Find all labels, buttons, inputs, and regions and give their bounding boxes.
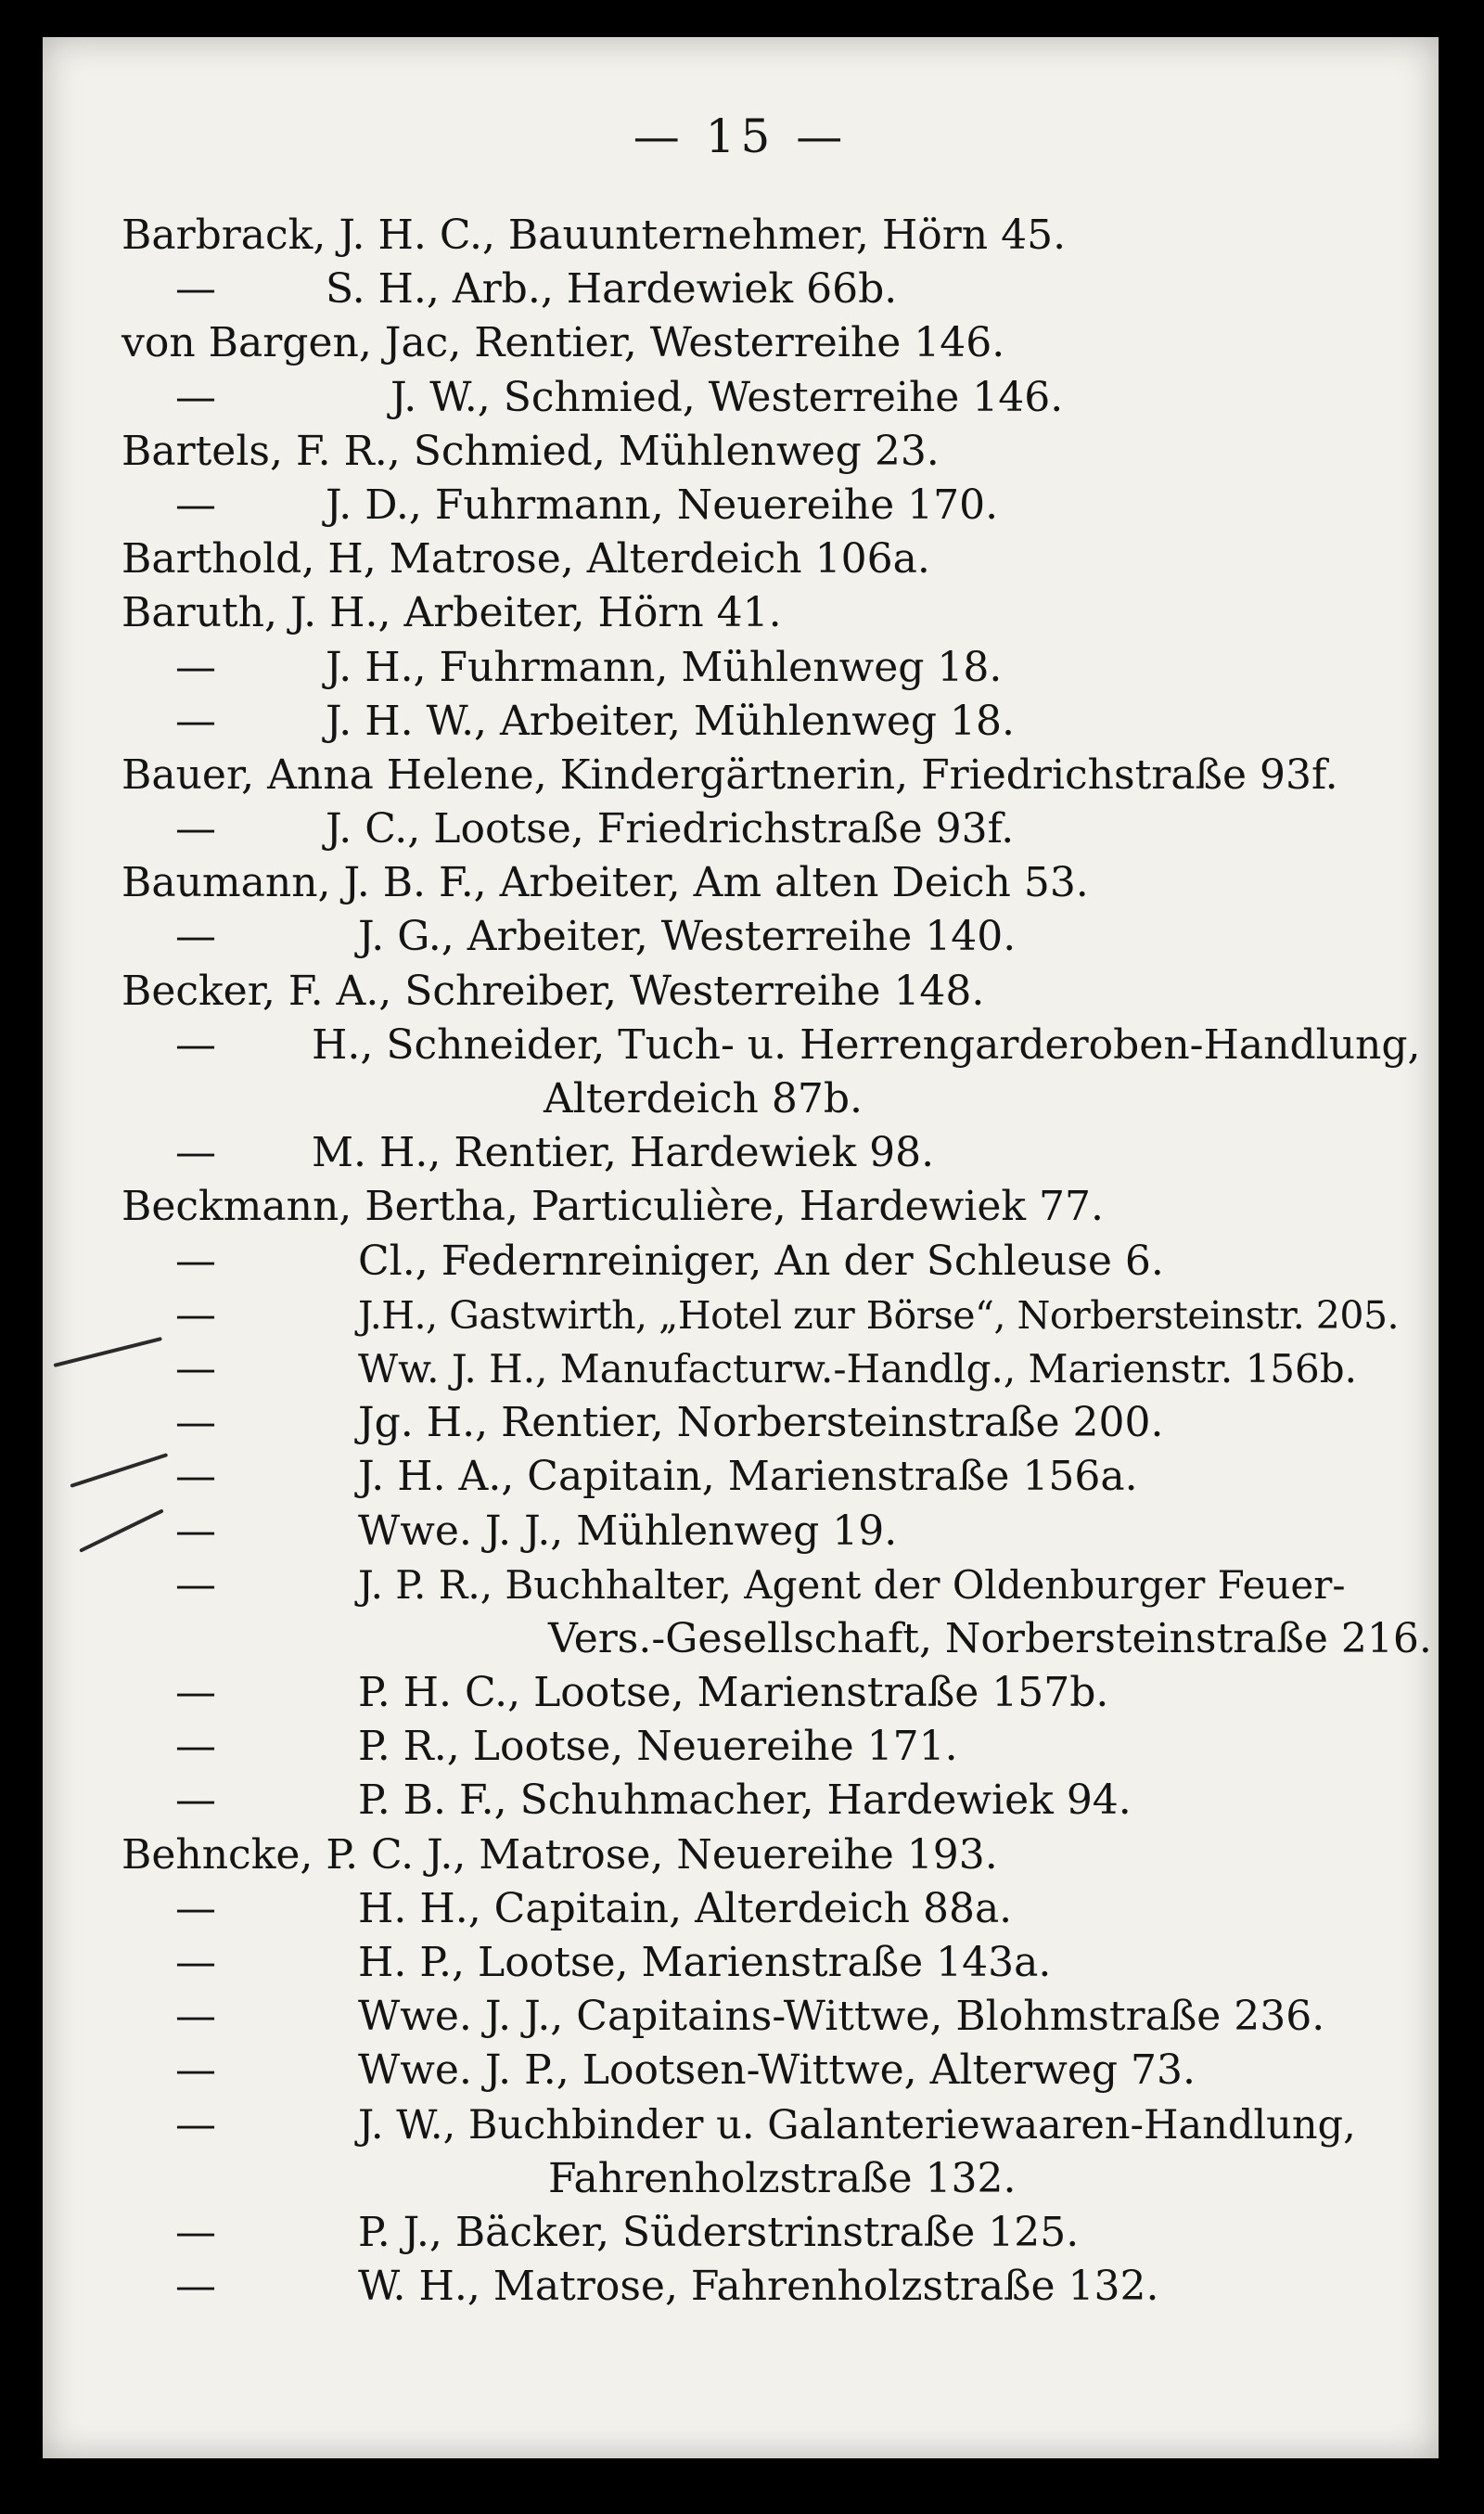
- list-item: [122, 209, 1401, 263]
- surname: Becker,: [122, 967, 275, 1015]
- ditto-dash: —: [175, 1993, 216, 2041]
- list-item: [122, 1505, 1401, 1558]
- ditto-dash: —: [175, 1399, 216, 1447]
- entry-text: J. B. F., Arbeiter, Am alten Deich 53.: [330, 859, 1089, 907]
- entry-text: J. H. A., Capitain, Marienstraße 156a.: [358, 1453, 1138, 1501]
- page-number: — 15 —: [633, 109, 849, 163]
- ditto-dash: —: [175, 1237, 216, 1285]
- list-item: [122, 1774, 1401, 1828]
- list-item: [122, 2044, 1401, 2097]
- list-item: [122, 1072, 1401, 1126]
- entry-text: Anna Helene, Kindergärtnerin, Friedrichstraße 93f.: [254, 750, 1338, 799]
- entry-text: F. R., Schmied, Mühlenweg 23.: [282, 427, 940, 475]
- ditto-dash: —: [175, 2263, 216, 2311]
- ditto-dash: —: [175, 1290, 216, 1339]
- address-list: [122, 209, 1432, 2314]
- entry-text: J. G., Arbeiter, Westerreihe 140.: [358, 913, 1017, 961]
- ditto-dash: —: [175, 373, 216, 421]
- ditto-dash: —: [175, 805, 216, 853]
- entry-text: P. R., Lootse, Neuereihe 171.: [358, 1723, 958, 1771]
- surname: Baruth,: [122, 589, 277, 637]
- entry-text: Jg. H., Rentier, Norbersteinstraße 200.: [358, 1399, 1164, 1447]
- list-item: [122, 1450, 1401, 1504]
- surname: Behncke,: [122, 1830, 313, 1879]
- surname: Barbrack,: [122, 212, 326, 259]
- list-item: [122, 1558, 1401, 1612]
- entry-text: M. H., Rentier, Hardewiek 98.: [312, 1129, 935, 1177]
- list-item: [122, 586, 1401, 640]
- ditto-dash: —: [175, 1939, 216, 1986]
- ditto-dash: —: [175, 1507, 216, 1555]
- entry-text: J.H., Gastwirth, „Hotel zur Börse“, Norbersteinstr. 205.: [358, 1292, 1400, 1338]
- entry-text: Wwe. J. P., Lootsen-Wittwe, Alterweg 73.: [358, 2046, 1196, 2095]
- ditto-dash: —: [175, 1453, 216, 1501]
- ditto-dash: —: [175, 265, 216, 314]
- entry-text: Jac, Rentier, Westerreihe 146.: [371, 319, 1005, 367]
- ditto-dash: —: [175, 1560, 216, 1609]
- entry-text: J. W., Buchbinder u. Galanteriewaaren-Handlung,: [358, 2101, 1356, 2148]
- entry-text: Bertha, Particulière, Hardewiek 77.: [352, 1183, 1105, 1231]
- list-item: [122, 1289, 1401, 1342]
- ditto-dash: —: [175, 1129, 216, 1177]
- list-item: [122, 1936, 1401, 1990]
- entry-text: F. A., Schreiber, Westerreihe 148.: [275, 967, 985, 1015]
- entry-text: P. H. C., Lootse, Marienstraße 157b.: [358, 1669, 1109, 1717]
- list-item: [122, 802, 1401, 856]
- entry-text: W. H., Matrose, Fahrenholzstraße 132.: [358, 2263, 1159, 2311]
- entry-text: P. J., Bäcker, Süderstrinstraße 125.: [358, 2208, 1080, 2256]
- entry-text: H., Schneider, Tuch- u. Herrengarderoben-Handlung,: [312, 1020, 1421, 1069]
- surname: Bartels,: [122, 427, 283, 475]
- surname: Baumann,: [122, 859, 331, 907]
- surname: von Bargen,: [122, 319, 372, 367]
- list-item: [122, 1990, 1401, 2044]
- list-item: [122, 2098, 1401, 2152]
- entry-text: J. C., Lootse, Friedrichstraße 93f.: [326, 805, 1015, 853]
- directory-page: [43, 37, 1439, 2458]
- entry-text: Wwe. J. J., Capitains-Wittwe, Blohmstraße 236.: [358, 1993, 1325, 2041]
- ditto-dash: —: [175, 697, 216, 745]
- entry-text: J. H., Arbeiter, Hörn 41.: [276, 589, 782, 637]
- list-item: [122, 371, 1401, 425]
- list-item: [122, 1342, 1401, 1396]
- ditto-dash: —: [175, 1020, 216, 1069]
- entry-text: H. P., Lootse, Marienstraße 143a.: [358, 1939, 1052, 1986]
- list-item: [122, 695, 1401, 749]
- list-item: [122, 316, 1401, 370]
- surname: Bauer,: [122, 750, 255, 799]
- entry-text: Cl., Federnreiniger, An der Schleuse 6.: [358, 1237, 1164, 1285]
- list-item: [122, 1720, 1401, 1774]
- surname: Barthold,: [122, 535, 315, 584]
- list-item: [122, 749, 1401, 802]
- list-item: [122, 425, 1401, 479]
- list-item: [122, 1828, 1401, 1882]
- list-item: [122, 1235, 1401, 1289]
- list-item: [122, 1180, 1401, 1234]
- ditto-dash: —: [175, 913, 216, 961]
- entry-text: J. H. W., Arbeiter, Mühlenweg 18.: [326, 697, 1016, 745]
- list-item: [122, 1126, 1401, 1180]
- entry-text: Wwe. J. J., Mühlenweg 19.: [358, 1507, 898, 1555]
- list-item: [122, 910, 1401, 964]
- list-item: [122, 263, 1401, 316]
- entry-text: H, Matrose, Alterdeich 106a.: [314, 535, 930, 584]
- list-item: [122, 1612, 1432, 1666]
- entry-text: H. H., Capitain, Alterdeich 88a.: [358, 1884, 1013, 1932]
- ditto-dash: —: [175, 643, 216, 691]
- entry-text-continuation: Alterdeich 87b.: [544, 1075, 863, 1122]
- ditto-dash: —: [175, 1776, 216, 1825]
- entry-text-continuation: Vers.-Gesellschaft, Norbersteinstraße 216.: [548, 1614, 1432, 1662]
- list-item: [122, 965, 1401, 1019]
- entry-text: J. H. C., Bauunternehmer, Hörn 45.: [326, 212, 1067, 259]
- list-item: [122, 1882, 1401, 1936]
- list-item: [122, 479, 1401, 532]
- ditto-dash: —: [175, 1723, 216, 1771]
- ditto-dash: —: [175, 2046, 216, 2095]
- ditto-dash: —: [175, 2208, 216, 2256]
- list-item: [122, 2260, 1401, 2314]
- ditto-dash: —: [175, 481, 216, 529]
- ditto-dash: —: [175, 1344, 216, 1392]
- list-item: [122, 856, 1401, 910]
- surname: Beckmann,: [122, 1183, 352, 1231]
- entry-text: J. W., Schmied, Westerreihe 146.: [390, 373, 1064, 421]
- list-item: [122, 1396, 1401, 1450]
- list-item: [122, 641, 1401, 695]
- list-item: [122, 1019, 1421, 1072]
- entry-text: Ww. J. H., Manufacturw.-Handlg., Marienstr. 156b.: [358, 1345, 1357, 1392]
- entry-text: S. H., Arb., Hardewiek 66b.: [326, 265, 898, 314]
- list-item: [122, 2206, 1401, 2260]
- entry-text: P. C. J., Matrose, Neuereihe 193.: [313, 1830, 998, 1879]
- entry-text-continuation: Fahrenholzstraße 132.: [548, 2154, 1017, 2202]
- list-item: [122, 532, 1401, 586]
- ditto-dash: —: [175, 2100, 216, 2148]
- ditto-dash: —: [175, 1884, 216, 1932]
- entry-text: J. P. R., Buchhalter, Agent der Oldenburger Feuer-: [358, 1561, 1346, 1608]
- list-item: [122, 2152, 1401, 2206]
- entry-text: J. H., Fuhrmann, Mühlenweg 18.: [326, 643, 1003, 691]
- ditto-dash: —: [175, 1669, 216, 1717]
- list-item: [122, 1666, 1401, 1720]
- entry-text: P. B. F., Schuhmacher, Hardewiek 94.: [358, 1776, 1132, 1825]
- entry-text: J. D., Fuhrmann, Neuereihe 170.: [326, 481, 999, 529]
